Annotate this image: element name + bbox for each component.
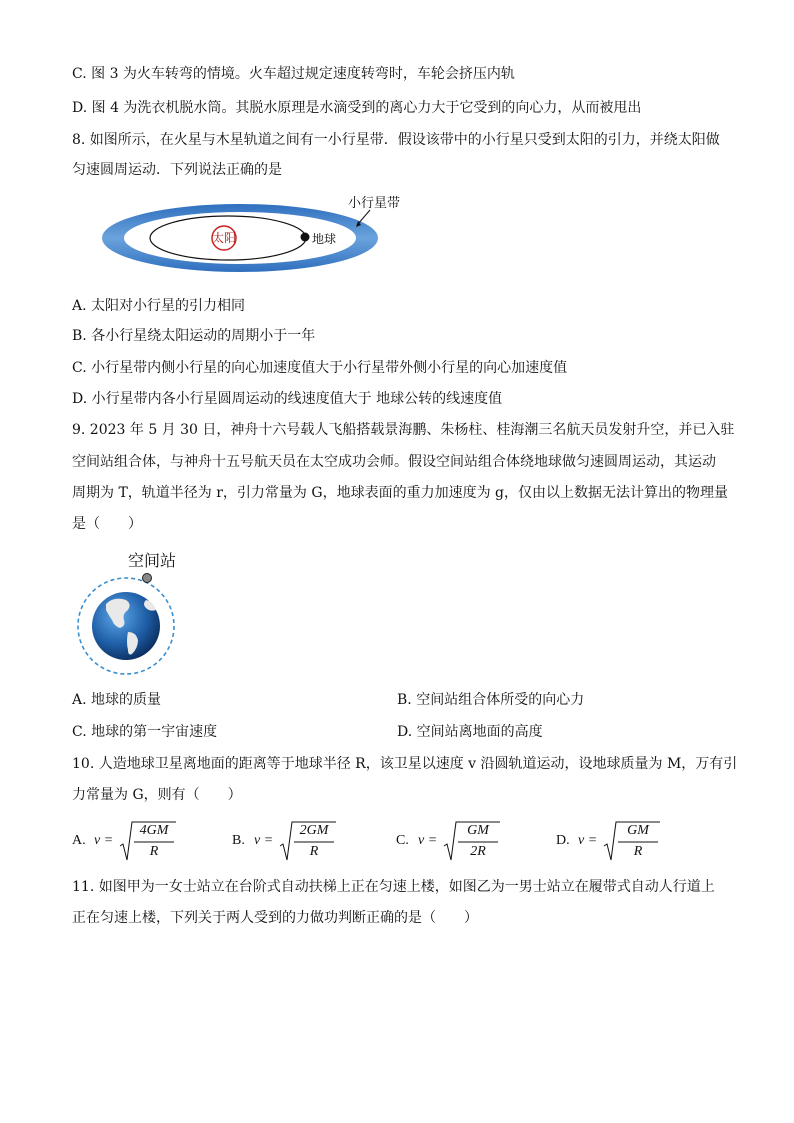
option-letter: B. (232, 833, 245, 848)
fraction-numerator: GM (467, 823, 489, 838)
space-station (143, 574, 152, 583)
q8-stem-line2: 匀速圆周运动．下列说法正确的是 (72, 162, 282, 178)
earth-label: 地球 (312, 232, 337, 246)
belt-label: 小行星带 (348, 196, 401, 211)
sun-label: 太阳 (212, 231, 237, 245)
q10-option-d (556, 820, 706, 864)
option-letter: C. (396, 833, 409, 848)
q10-option-b (232, 820, 382, 864)
q8-option-b: B. 各小行星绕太阳运动的周期小于一年 (72, 328, 316, 344)
q9-stem-line4: 是（ ） (72, 516, 142, 532)
q8-stem-line1: 8. 如图所示，在火星与木星轨道之间有一小行星带．假设该带中的小行星只受到太阳的引力，并绕太阳做 (72, 132, 720, 148)
q8-option-d: D. 小行星带内各小行星圆周运动的线速度值大于 地球公转的线速度值 (72, 391, 503, 407)
option-letter: A. (72, 833, 86, 848)
belt-pointer (358, 210, 370, 224)
fraction-numerator: 4GM (139, 823, 169, 838)
q10-option-a (72, 820, 222, 864)
q9-option-c: C. 地球的第一宇宙速度 (72, 724, 218, 740)
space-station-figure (76, 548, 186, 680)
q10-stem-line1: 10. 人造地球卫星离地面的距离等于地球半径 R，该卫星以速度 v 沿圆轨道运动，设地球质量为 M，万有引 (72, 756, 738, 772)
q11-stem-line2: 正在匀速上楼，下列关于两人受到的力做功判断正确的是（ ） (72, 910, 478, 926)
formula-lhs: v = (578, 833, 598, 848)
q8-option-a: A. 太阳对小行星的引力相同 (72, 298, 246, 314)
formula-lhs: v = (94, 833, 114, 848)
q10-stem-line2: 力常量为 G，则有（ ） (72, 787, 242, 803)
q9-option-d: D. 空间站离地面的高度 (397, 724, 543, 740)
option-letter: D. (556, 833, 570, 848)
q7-option-c: C. 图 3 为火车转弯的情境。火车超过规定速度转弯时，车轮会挤压内轨 (72, 66, 515, 82)
q7-option-d: D. 图 4 为洗衣机脱水筒。其脱水原理是水滴受到的离心力大于它受到的向心力，从而被甩出 (72, 100, 642, 116)
q9-stem-line1: 9. 2023 年 5 月 30 日，神舟十六号载人飞船搭载景海鹏、朱杨柱、桂海潮三名航天员发射升空，并已入驻 (72, 422, 735, 438)
fraction-numerator: GM (627, 823, 649, 838)
fraction-denominator: 2R (470, 844, 486, 859)
formula-lhs: v = (418, 833, 438, 848)
q9-stem-line3: 周期为 T，轨道半径为 r，引力常量为 G，地球表面的重力加速度为 g，仅由以上数据无法计算出的物理量 (72, 485, 728, 501)
earth (301, 233, 310, 242)
formula-lhs: v = (254, 833, 274, 848)
q9-option-a: A. 地球的质量 (72, 692, 162, 708)
q9-stem-line2: 空间站组合体，与神舟十五号航天员在太空成功会师。假设空间站组合体绕地球做匀速圆周运动，其运动 (72, 454, 716, 470)
station-label: 空间站 (128, 551, 177, 570)
q8-option-c: C. 小行星带内侧小行星的向心加速度值大于小行星带外侧小行星的向心加速度值 (72, 360, 568, 376)
q10-option-c (396, 820, 546, 864)
fraction-denominator: R (633, 844, 643, 859)
fraction-denominator: R (309, 844, 319, 859)
asteroid-belt-figure (100, 190, 400, 275)
fraction-denominator: R (149, 844, 159, 859)
fraction-numerator: 2GM (299, 823, 329, 838)
q11-stem-line1: 11. 如图甲为一女士站立在台阶式自动扶梯上正在匀速上楼，如图乙为一男士站立在履带式自动人行道上 (72, 879, 715, 895)
q9-option-b: B. 空间站组合体所受的向心力 (397, 692, 585, 708)
